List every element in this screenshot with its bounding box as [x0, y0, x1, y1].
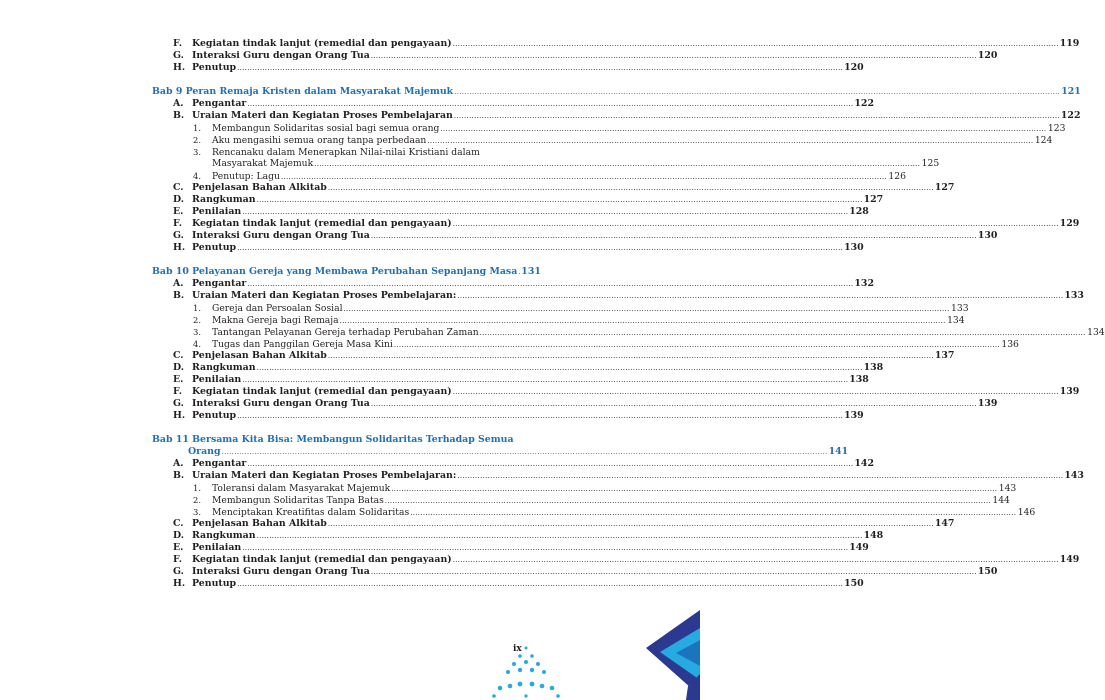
toc-entry[interactable]: D. Rangkuman ..... 127 — [173, 194, 514, 206]
leader-dots — [453, 554, 1059, 566]
toc-entry[interactable]: E. Penilaian ..... 138 — [173, 374, 514, 386]
leader-dots — [237, 410, 843, 422]
chapter-heading-bab11-continued[interactable]: Orang ..... 141 — [188, 446, 514, 458]
leader-dots — [257, 362, 863, 374]
toc-subentry[interactable]: 3. Menciptakan Kreatifitas dalam Solidaritas ..... 146 — [193, 506, 514, 518]
toc-entry[interactable]: H. Penutup ..... 120 — [173, 62, 514, 74]
chapter-heading-bab9[interactable]: Bab 9 Peran Remaja Kristen dalam Masyarakat Majemuk ..... 121 — [152, 86, 514, 98]
toc-entry[interactable]: G. Interaksi Guru dengan Orang Tua ..... 130 — [173, 230, 514, 242]
toc-entry[interactable]: A. Pengantar ..... 142 — [173, 458, 514, 470]
leader-dots — [480, 327, 1086, 339]
toc-entry[interactable]: B. Uraian Materi dan Kegiatan Proses Pembelajaran: ..... 143 — [173, 470, 514, 482]
leader-dots — [242, 542, 848, 554]
leader-dots — [427, 135, 1033, 147]
leader-dots — [237, 242, 843, 254]
leader-dots — [257, 530, 863, 542]
leader-dots — [237, 578, 843, 590]
leader-dots — [242, 374, 848, 386]
toc-subentry[interactable]: 4. Tugas dan Panggilan Gereja Masa Kini ..... 136 — [193, 338, 514, 350]
corner-decoration — [480, 600, 700, 700]
leader-dots — [453, 218, 1059, 230]
toc-entry[interactable]: D. Rangkuman ..... 148 — [173, 530, 514, 542]
leader-dots — [328, 518, 934, 530]
leader-dots — [237, 62, 843, 74]
leader-dots — [457, 290, 1063, 302]
toc-entry[interactable]: F. Kegiatan tindak lanjut (remedial dan pengayaan) ..... 129 — [173, 218, 514, 230]
leader-dots — [518, 266, 520, 278]
toc-entry[interactable]: H. Penutup ..... 130 — [173, 242, 514, 254]
toc-entry[interactable]: C. Penjelasan Bahan Alkitab ..... 127 — [173, 182, 514, 194]
chapter-heading-bab10[interactable]: Bab 10 Pelayanan Gereja yang Membawa Perubahan Sepanjang Masa ..... 131 — [152, 266, 514, 278]
leader-dots — [453, 386, 1059, 398]
dot-cluster — [492, 647, 560, 698]
toc-entry[interactable]: G. Interaksi Guru dengan Orang Tua ..... 139 — [173, 398, 514, 410]
leader-dots — [247, 278, 853, 290]
leader-dots — [454, 86, 1060, 98]
toc-entry[interactable]: A. Pengantar ..... 122 — [173, 98, 514, 110]
toc-subentry[interactable]: 3. Tantangan Pelayanan Gereja terhadap Perubahan Zaman ..... 134 — [193, 326, 514, 338]
toc-subentry-continued[interactable]: Masyarakat Majemuk ..... 125 — [212, 158, 514, 170]
leader-dots — [371, 398, 977, 410]
toc-entry[interactable]: F. Kegiatan tindak lanjut (remedial dan pengayaan) ..... 139 — [173, 386, 514, 398]
leader-dots — [247, 458, 853, 470]
leader-dots — [440, 123, 1046, 135]
toc-entry[interactable]: H. Penutup ..... 139 — [173, 410, 514, 422]
toc-subentry[interactable]: 4. Penutup: Lagu ..... 126 — [193, 170, 514, 182]
toc-entry[interactable]: E. Penilaian ..... 128 — [173, 206, 514, 218]
toc-entry[interactable]: G. Interaksi Guru dengan Orang Tua ..... 150 — [173, 566, 514, 578]
toc-entry[interactable]: B. Uraian Materi dan Kegiatan Proses Pembelajaran ..... 122 — [173, 110, 514, 122]
toc-entry[interactable]: B. Uraian Materi dan Kegiatan Proses Pembelajaran: ..... 133 — [173, 290, 514, 302]
leader-dots — [242, 206, 848, 218]
toc-subentry[interactable]: 2. Makna Gereja bagi Remaja ..... 134 — [193, 314, 514, 326]
leader-dots — [328, 350, 934, 362]
toc-subentry[interactable]: 2. Aku mengasihi semua orang tanpa perbedaan ..... 124 — [193, 134, 514, 146]
leader-dots — [371, 566, 977, 578]
leader-dots — [247, 98, 853, 110]
toc-entry[interactable]: E. Penilaian ..... 149 — [173, 542, 514, 554]
toc-subentry[interactable]: 1. Gereja dan Persoalan Sosial ..... 133 — [193, 302, 514, 314]
leader-dots — [457, 470, 1063, 482]
toc-subentry[interactable]: 1. Membangun Solidaritas sosial bagi semua orang ..... 123 — [193, 122, 514, 134]
toc-entry[interactable]: C. Penjelasan Bahan Alkitab ..... 147 — [173, 518, 514, 530]
toc-entry[interactable]: F. Kegiatan tindak lanjut (remedial dan pengayaan) ..... 149 — [173, 554, 514, 566]
leader-dots — [371, 50, 977, 62]
leader-dots — [453, 38, 1059, 50]
toc-subentry[interactable]: 1. Toleransi dalam Masyarakat Majemuk ..... 143 — [193, 482, 514, 494]
leader-dots — [328, 182, 934, 194]
toc-subentry[interactable]: 2. Membangun Solidaritas Tanpa Batas ..... 144 — [193, 494, 514, 506]
leader-dots — [222, 446, 828, 458]
leader-dots — [454, 110, 1060, 122]
page-number: ix — [513, 644, 522, 654]
toc-entry[interactable]: H. Penutup ..... 150 — [173, 578, 514, 590]
toc-entry[interactable]: A. Pengantar ..... 132 — [173, 278, 514, 290]
toc-entry[interactable]: F. Kegiatan tindak lanjut (remedial dan pengayaan) ..... 119 — [173, 38, 514, 50]
leader-dots — [257, 194, 863, 206]
toc-subentry[interactable]: 3. Rencanaku dalam Menerapkan Nilai-nilai Kristiani dalam — [193, 147, 480, 158]
toc-entry[interactable]: D. Rangkuman ..... 138 — [173, 362, 514, 374]
toc-entry[interactable]: G. Interaksi Guru dengan Orang Tua ..... 120 — [173, 50, 514, 62]
leader-dots — [371, 230, 977, 242]
toc-entry[interactable]: C. Penjelasan Bahan Alkitab ..... 137 — [173, 350, 514, 362]
leader-dots — [314, 158, 920, 170]
chapter-heading-bab11[interactable]: Bab 11 Bersama Kita Bisa: Membangun Solidaritas Terhadap Semua — [152, 434, 514, 445]
